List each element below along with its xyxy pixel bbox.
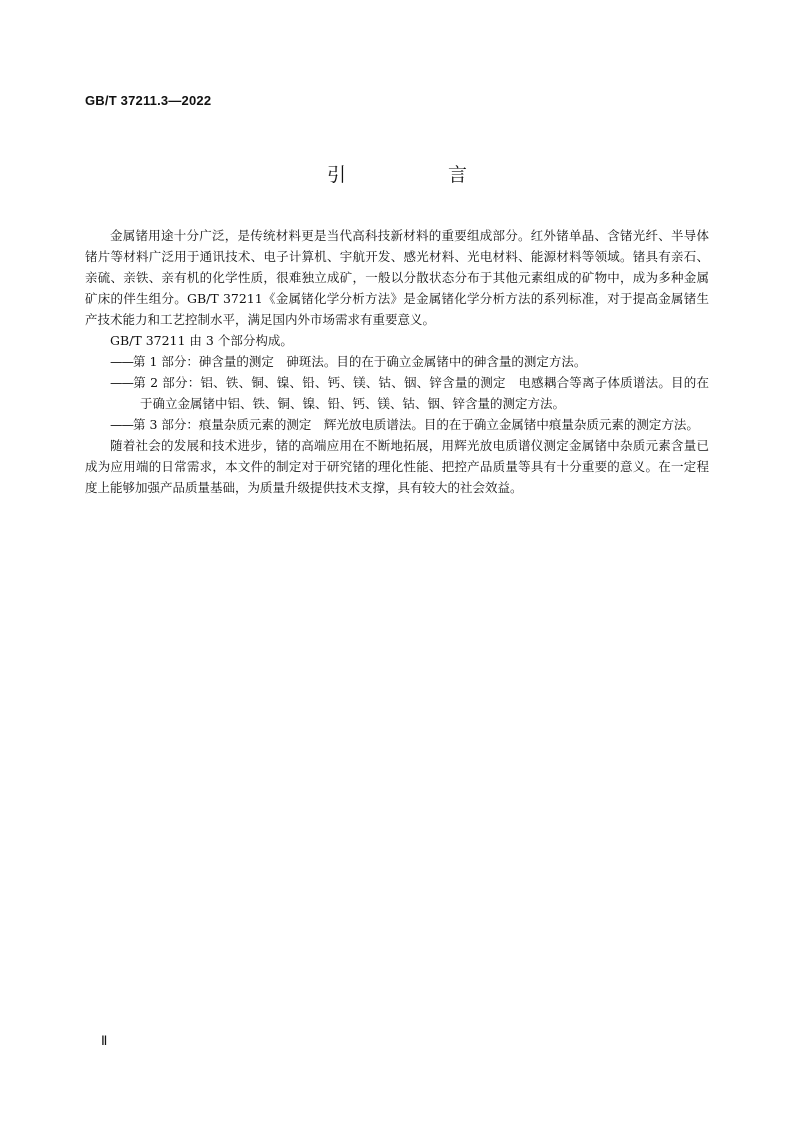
part-1-text: 第 1 部分：砷含量的测定 砷斑法。目的在于确立金属锗中的砷含量的测定方法。 xyxy=(133,354,587,369)
list-dash: —— xyxy=(110,375,133,390)
list-dash: —— xyxy=(110,417,133,432)
part-list-item xyxy=(85,351,709,372)
standard-code: GB/T 37211.3—2022 xyxy=(85,93,212,108)
page-title: 引 言 xyxy=(326,164,516,186)
page-number: Ⅱ xyxy=(101,1033,108,1048)
part-3-text: 第 3 部分：痕量杂质元素的测定 辉光放电质谱法。目的在于确立金属锗中痕量杂质元素的测定方法。 xyxy=(133,417,699,432)
significance-paragraph: 随着社会的发展和技术进步，锗的高端应用在不断地拓展，用辉光放电质谱仪测定金属锗中杂质元素含量已成为应用端的日常需求，本文件的制定对于研究锗的理化性能、把控产品质量等具有十分重要的意义。在一定程度上能够加强产品质量基础，为质量升级提供技术支撑，具有较大的社会效益。 xyxy=(85,438,709,495)
document-body xyxy=(85,225,709,498)
list-dash: —— xyxy=(110,354,133,369)
part-list-item xyxy=(85,372,709,414)
part-list-item xyxy=(85,414,709,435)
intro-paragraph: 金属锗用途十分广泛，是传统材料更是当代高科技新材料的重要组成部分。红外锗单晶、含锗光纤、半导体锗片等材料广泛用于通讯技术、电子计算机、宇航开发、感光材料、光电材料、能源材料等领域。锗具有亲石、亲硫、亲铁、亲有机的化学性质，很难独立成矿，一般以分散状态分布于其他元素组成的矿物中，成为多种金属矿床的伴生组分。GB/T 37211《金属锗化学分析方法》是金属锗化学分析方法的系列标准，对于提高金属锗生产技术能力和工艺控制水平，满足国内外市场需求有重要意义。 xyxy=(85,228,709,327)
parts-intro-paragraph: GB/T 37211 由 3 个部分构成。 xyxy=(110,333,293,348)
part-2-text: 第 2 部分：铝、铁、铜、镍、铅、钙、镁、钴、铟、锌含量的测定 电感耦合等离子体质谱法。目的在于确立金属锗中铝、铁、铜、镍、铅、钙、镁、钴、铟、锌含量的测定方法。 xyxy=(133,375,709,411)
